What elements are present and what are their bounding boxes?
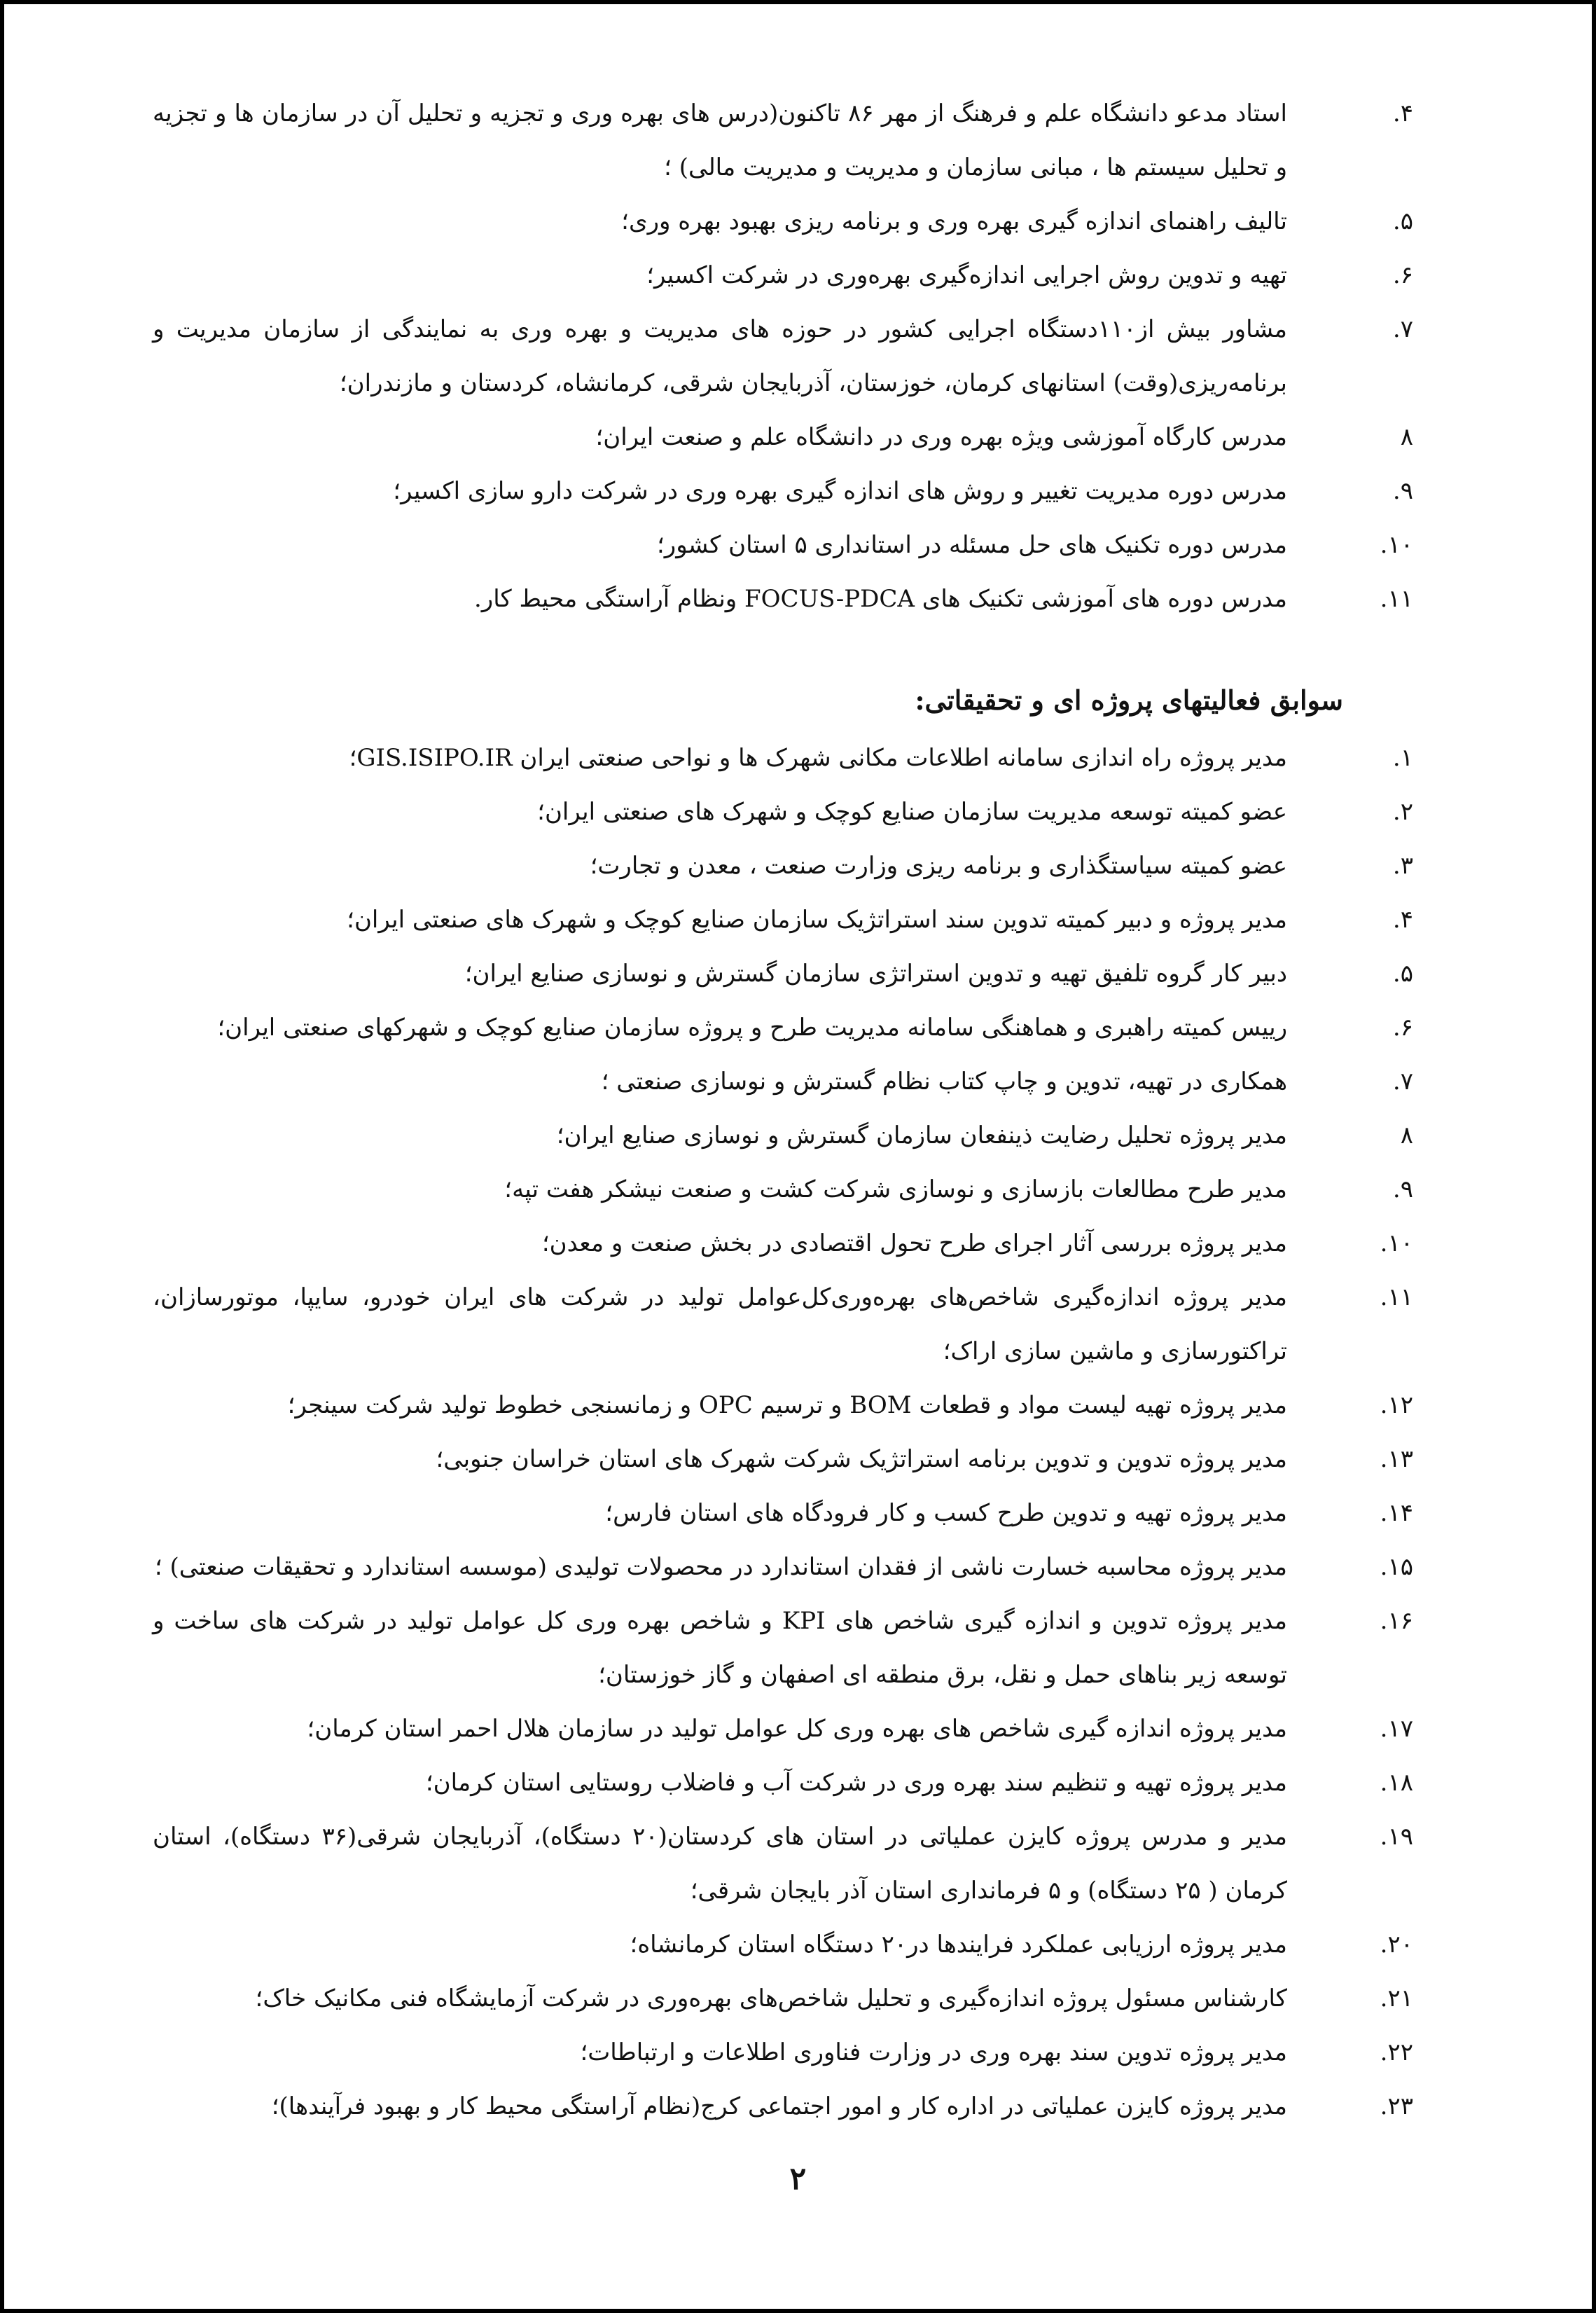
list-item-number: ۲۲. (1380, 2038, 1413, 2066)
list-item-text: مدیر پروژه تهیه و تنظیم سند بهره وری در شرکت آب و فاضلاب روستایی استان کرمان؛ (425, 1769, 1287, 1797)
list-item-text: مدیر پروژه بررسی آثار اجرای طرح تحول اقتصادی در بخش صنعت و معدن؛ (541, 1229, 1287, 1257)
list-item (153, 1217, 1413, 1271)
list-item-number: ۱۳. (1380, 1445, 1413, 1473)
list-item-number: ۹. (1392, 477, 1413, 505)
list-item-text: مدرس دوره مدیریت تغییر و روش های اندازه گیری بهره وری در شرکت دارو سازی اکسیر؛ (393, 477, 1287, 505)
list-item-number: ۳. (1392, 852, 1413, 880)
list-item-text: مدیر پروژه و دبیر کمیته تدوین سند استراتژیک سازمان صنایع کوچک و شهرک های صنعتی ایران؛ (347, 906, 1287, 934)
section-title: سوابق فعالیتهای پروژه ای و تحقیقاتی: (915, 684, 1343, 716)
list-item (153, 1055, 1413, 1109)
list-item-number: ۱۲. (1380, 1391, 1413, 1419)
list-item (153, 1702, 1413, 1756)
page-number: ۲ (789, 2161, 807, 2197)
list-item-number: ۹. (1392, 1175, 1413, 1203)
list-item-text: مدیر پروژه تدوین سند بهره وری در وزارت فناوری اطلاعات و ارتباطات؛ (580, 2038, 1287, 2066)
list-item (153, 303, 1413, 410)
list-item-number: ۱۵. (1380, 1553, 1413, 1581)
list-item-text: مدرس دوره های آموزشی تکنیک های FOCUS-PDCA ونظام آراستگی محیط کار. (473, 585, 1287, 613)
list-item-number: ۲۳. (1380, 2092, 1413, 2120)
list-item (153, 1918, 1413, 1972)
list-item (153, 410, 1413, 464)
list-item-text: مدیر پروژه تدوین و اندازه گیری شاخص های KPI و شاخص بهره وری کل عوامل تولید در شرکت های ساخت و توسعه زیر بناهای حمل و نقل، برق منطقه ای اصفهان و گاز خوزستان؛ (153, 1607, 1287, 1689)
list-item-text: رییس کمیته راهبری و هماهنگی سامانه مدیریت طرح و پروژه سازمان صنایع کوچک و شهرکهای صنعتی ایران؛ (217, 1014, 1287, 1042)
list-item (153, 518, 1413, 572)
list-item-number: ۱۸. (1380, 1769, 1413, 1797)
list-item-text: مدیر پروژه کایزن عملیاتی در اداره کار و امور اجتماعی کرج(نظام آراستگی محیط کار و بهبود فرآیندها)؛ (271, 2092, 1287, 2120)
list-item-number: ۱۱. (1380, 1283, 1413, 1311)
list-item-text: کارشناس مسئول پروژه اندازه‌گیری و تحلیل شاخص‌های بهره‌وری در شرکت آزمایشگاه فنی مکانیک خاک؛ (255, 1984, 1287, 2012)
list-item-number: ۱۶. (1380, 1607, 1413, 1635)
list-item-number: ۲۰. (1380, 1931, 1413, 1959)
list-item (153, 2080, 1413, 2134)
list-item-number: ۱۰. (1380, 1229, 1413, 1257)
list-item-text: عضو کمیته توسعه مدیریت سازمان صنایع کوچک و شهرک های صنعتی ایران؛ (537, 798, 1287, 826)
list-item-number: ۸ (1400, 1121, 1413, 1149)
list-item (153, 1756, 1413, 1810)
list-item-number: ۲. (1392, 798, 1413, 826)
list-item-number: ۱۴. (1380, 1499, 1413, 1527)
list-item (153, 1432, 1413, 1486)
list-item-text: مدیر پروژه راه اندازی سامانه اطلاعات مکانی شهرک ها و نواحی صنعتی ایران GIS.ISIPO.IR؛ (349, 744, 1287, 772)
list-item (153, 893, 1413, 947)
list-item-number: ۴. (1392, 99, 1413, 127)
list-item-text: مشاور بیش از۱۱۰دستگاه اجرایی کشور در حوزه های مدیریت و بهره وری به نمایندگی از سازمان مدیریت و برنامه‌ریزی(وقت) استانهای کرمان، خوزستان، آذربایجان شرقی، کرمانشاه، کردستان و مازندران؛ (153, 315, 1287, 397)
list-item-text: دبیر کار گروه تلفیق تهیه و تدوین استراتژی سازمان گسترش و نوسازی صنایع ایران؛ (464, 960, 1287, 988)
list-item-text: مدرس کارگاه آموزشی ویژه بهره وری در دانشگاه علم و صنعت ایران؛ (595, 423, 1287, 451)
list-item-number: ۶. (1392, 261, 1413, 289)
list-item (153, 572, 1413, 626)
list-item (153, 785, 1413, 839)
list-item (153, 1163, 1413, 1217)
list-item (153, 1540, 1413, 1594)
list-item (153, 2026, 1413, 2080)
list-item (153, 1594, 1413, 1702)
list-item-number: ۷. (1392, 1068, 1413, 1096)
teaching-consulting-list (153, 87, 1413, 626)
list-item-text: مدیر پروژه محاسبه خسارت ناشی از فقدان استاندارد در محصولات تولیدی (موسسه استاندارد و تحقیقات صنعتی) ؛ (154, 1553, 1287, 1581)
list-item (153, 1379, 1413, 1432)
list-item-text: مدیر پروژه اندازه‌گیری شاخص‌های بهره‌وری‌کل‌عوامل تولید در شرکت های ایران خودرو، سایپا، موتورسازان، تراکتورسازی و ماشین سازی اراک؛ (153, 1283, 1287, 1365)
list-item (153, 1972, 1413, 2026)
list-item-text: تالیف راهنمای اندازه گیری بهره وری و برنامه ریزی بهبود بهره وری؛ (621, 207, 1287, 235)
list-item-number: ۴. (1392, 906, 1413, 934)
list-item (153, 947, 1413, 1001)
list-item-text: استاد مدعو دانشگاه علم و فرهنگ از مهر ۸۶ تاکنون(درس های بهره وری و تجزیه و تحلیل آن در سازمان ها و تجزیه و تحلیل سیستم ها ، مبانی سازمان و مدیریت و مدیریت مالی) ؛ (153, 99, 1287, 181)
list-item (153, 464, 1413, 518)
list-item-text: عضو کمیته سیاستگذاری و برنامه ریزی وزارت صنعت ، معدن و تجارت؛ (590, 852, 1287, 880)
list-item-number: ۱۹. (1380, 1823, 1413, 1851)
list-item-text: مدیر و مدرس پروژه کایزن عملیاتی در استان های کردستان(۲۰ دستگاه)، آذربایجان شرقی(۳۶ دستگاه)، استان کرمان ( ۲۵ دستگاه) و ۵ فرمانداری استان آذر بایجان شرقی؛ (153, 1823, 1288, 1905)
list-item-number: ۲۱. (1380, 1984, 1413, 2012)
list-item-text: مدیر پروژه تهیه لیست مواد و قطعات BOM و ترسیم OPC و زمانسنجی خطوط تولید شرکت سینجر؛ (287, 1391, 1287, 1419)
list-item (153, 1271, 1413, 1379)
list-item-text: همکاری در تهیه، تدوین و چاپ کتاب نظام گسترش و نوسازی صنعتی ؛ (601, 1068, 1287, 1096)
list-item (153, 839, 1413, 893)
list-item (153, 249, 1413, 303)
list-item-number: ۵. (1392, 207, 1413, 235)
list-item-text: مدیر پروژه اندازه گیری شاخص های بهره وری کل عوامل تولید در سازمان هلال احمر استان کرمان؛ (307, 1715, 1287, 1743)
list-item (153, 87, 1413, 195)
list-item (153, 1810, 1413, 1918)
list-item-number: ۷. (1392, 315, 1413, 343)
list-item-text: مدیر پروژه تدوین و تدوین برنامه استراتژیک شرکت شهرک های استان خراسان جنوبی؛ (436, 1445, 1287, 1473)
list-item-number: ۵. (1392, 960, 1413, 988)
list-item-text: مدیر طرح مطالعات بازسازی و نوسازی شرکت کشت و صنعت نیشکر هفت تپه؛ (504, 1175, 1287, 1203)
list-item-text: مدرس دوره تکنیک های حل مسئله در استانداری ۵ استان کشور؛ (657, 531, 1287, 559)
list-item-number: ۱۷. (1380, 1715, 1413, 1743)
list-item (153, 1486, 1413, 1540)
list-item (153, 1109, 1413, 1163)
list-item-text: مدیر پروژه تحلیل رضایت ذینفعان سازمان گسترش و نوسازی صنایع ایران؛ (556, 1121, 1287, 1149)
list-item-number: ۱۱. (1380, 585, 1413, 613)
list-item-number: ۱۰. (1380, 531, 1413, 559)
list-item-text: مدیر پروژه ارزیابی عملکرد فرایندها در۲۰ دستگاه استان کرمانشاه؛ (630, 1931, 1287, 1959)
page-content (153, 87, 1413, 2134)
list-item-text: مدیر پروژه تهیه و تدوین طرح کسب و کار فرودگاه های استان فارس؛ (605, 1499, 1287, 1527)
list-item-number: ۶. (1392, 1014, 1413, 1042)
projects-research-list (153, 731, 1413, 2134)
list-item-text: تهیه و تدوین روش اجرایی اندازه‌گیری بهره‌وری در شرکت اکسیر؛ (646, 261, 1287, 289)
list-item (153, 1001, 1413, 1055)
list-item (153, 195, 1413, 249)
list-item-number: ۱. (1392, 744, 1413, 772)
list-item-number: ۸ (1400, 423, 1413, 451)
list-item (153, 731, 1413, 785)
